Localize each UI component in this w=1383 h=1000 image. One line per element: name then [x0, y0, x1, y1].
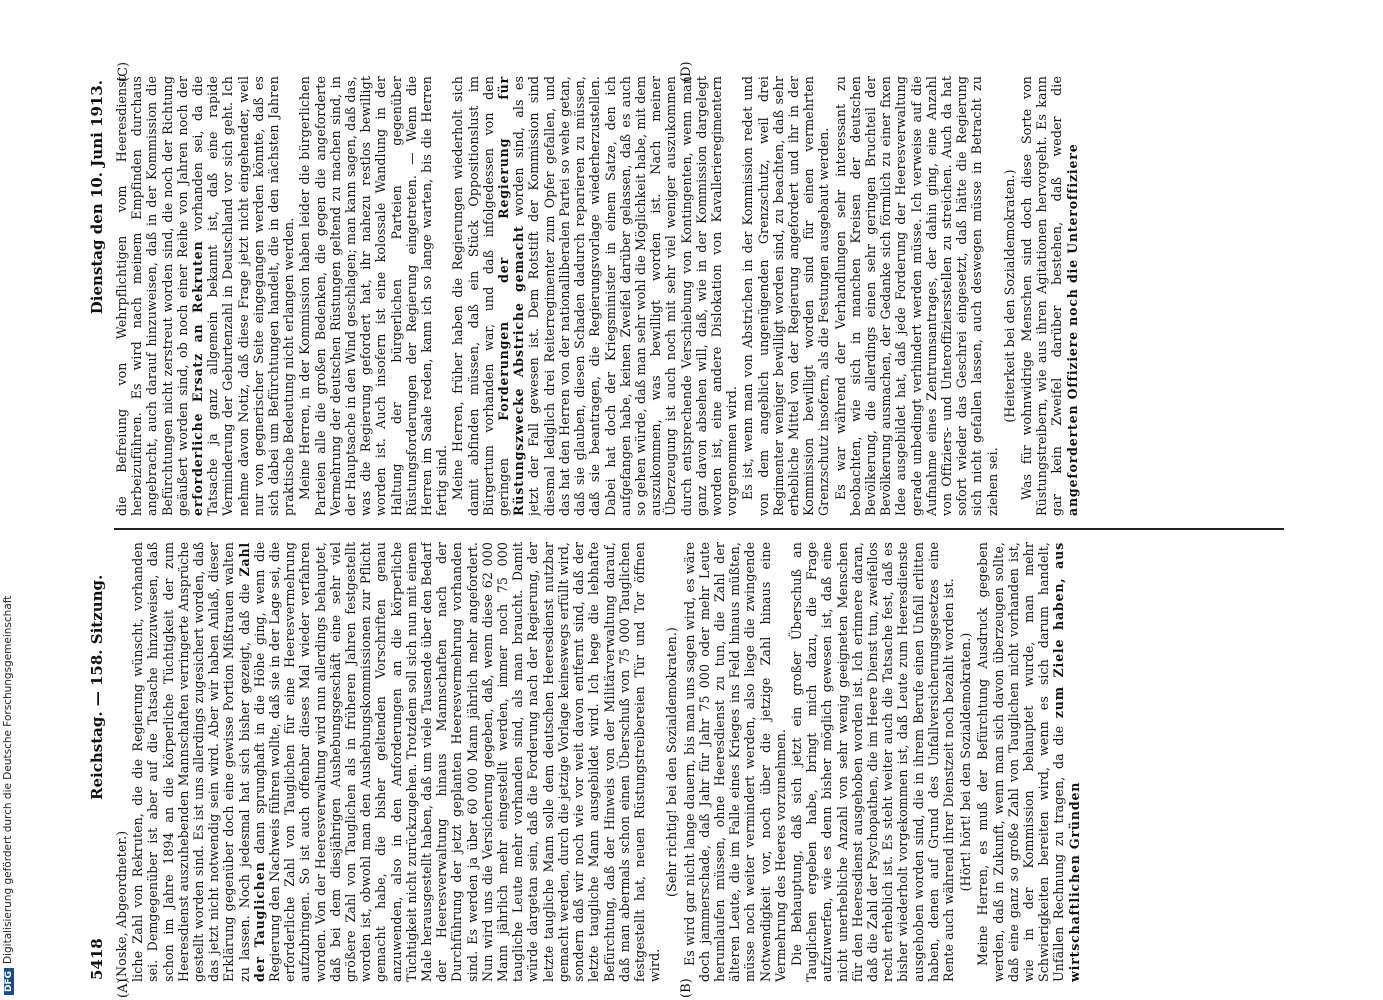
- paragraph-text: die Befreiung von Wehrpflichtigen vom Heeresdienst herbeizuführen. Es wird nach meinem Empfinden durchaus angebracht, auch darauf hinzuweisen, daß in der Kommission die Befürchtungen nicht zerstreut worden sind, die noch der Richtung geäußert worden sind, ob noch einer Reihe von Jahren noch der: [114, 76, 190, 516]
- paragraph: Die Behauptung, daß sich jetzt ein großer Überschuß an Tauglichen ergeben habe, bringt mich dazu, die Frage aufzuwerfen, wie es denn bisher möglich gewesen ist, daß eine nicht unerhebliche Anzahl von sehr wenig geeigneten Menschen für den Heeresdienst ausgehoben worden ist. Ich erinnere daran, daß die Zahl der Psychopathen, die im Heere Dienst tun, zweifellos recht erheblich ist. Es steht weiter auch die Tatsache fest, daß es bisher wiederholt vorgekommen ist, daß Leute zum Heeresdienste ausgehoben worden sind, die in ihrem Berufe einen Unfall erlitten haben, denen auf Grund des Unfallversicherungsgesetzes eine Rente auch während ihrer Dienstzeit noch bezahlt worden ist.: [788, 542, 956, 982]
- paragraph: Es wird gar nicht lange dauern, bis man uns sagen wird, es wäre doch jammerschade, daß Jahr für Jahr 75 000 oder mehr Leute herumlaufen müssen, ohne Heeresdienst zu tun, die Zahl der älteren Leute, die im Falle eines Krieges ins Feld hinaus müßten, müsse noch weiter vermindert werden, also liege die zwingende Notwendigkeit vor, noch über die jetzige Zahl hinaus eine Vermehrung des Heeres vorzunehmen.: [681, 542, 788, 982]
- rotated-newspaper-page: [84, 60, 1296, 1000]
- paragraph: Meine Herren, in der Kommission haben leider die bürgerlichen Parteien alle die großen Bedenken, die gegen die angeforderte Vermehrung der deutschen Rüstungen geltend zu machen sind, in der Hauptsache in den Wind geschlagen; man kann sagen, daß das, was die Regierung gefordert hat, ihr nahezu restlos bewilligt worden ist. Auch insofern ist eine kolossale Wandlung in der Haltung der bürgerlichen Parteien gegenüber Rüstungsforderungen der Regierung eingetreten. — Wenn die Herren im Saale reden, kann ich so lange warten, bis die Herren fertig sind.: [297, 76, 450, 516]
- paragraph-text: worden sind, als es jetzt der Fall gewesen ist. Dem Rotstift der Kommission sind diesmal lediglich drei Reiterregimenter zum Opfer gefallen, und das hat den Herren von der nationalliberalen Partei so wehe getan, daß sie glauben, diesen Schaden dadurch reparieren zu müssen, daß sie beantragen, die Regierungsvorlage wiederherzustellen. Dabei hat doch der Kriegsminister in einem Satze, den ich aufgefangen habe, keinen Zweifel darüber gelassen, daß es auch so gehen würde, daß man sehr wohl die Möglichkeit habe, mit dem auszukommen, was bewilligt worden ist. Nach meiner Überzeugung ist auch noch mit sehr viel weniger auszukommen durch entsprechende Verschiebung von Kontingenten, wenn man ganz davon absehen will, daß, wie in der Kommission dargelegt worden ist, eine andere Dislokation von Kavallerieregimentern vorgenommen wird.: [511, 76, 740, 516]
- left-column: [114, 542, 1289, 982]
- paragraph: [114, 76, 296, 516]
- interjection: (Heiterkeit bei den Sozialdemokraten.): [1001, 169, 1017, 423]
- dfg-logo: DFG: [4, 968, 14, 995]
- paragraph: [450, 76, 739, 516]
- digitization-credit: [2, 0, 16, 1000]
- paragraph-text: Was für wohnwidrige Menschen sind doch diese Sorte von Rüstungstreibern, wie aus ihren Agitationen hervorgeht. Es kann gar kein Zweifel darüber bestehen, daß weder die: [1018, 76, 1065, 516]
- paragraph-text: Meine Herren, es muß der Befürchtung Ausdruck gegeben werden, daß in Zukunft, wenn man sich davon überzeugen sollte, daß eine ganz so große Zahl von Tauglichen nicht vorhanden ist, wie in der Kommission behauptet wurde, man mehr Schwierigkeiten bereiten wird, wenn es sich darum handelt, Unfällen Rechnung zu tragen, da die: [975, 542, 1067, 982]
- page-number: 5418: [88, 938, 106, 980]
- speaker-name: (Noske, Abgeordneter.): [114, 830, 129, 982]
- credit-text: Digitalisierung gefördert durch die Deutsche Forschungsgemeinschaft: [2, 595, 14, 964]
- emphasis-text: zum Ziele haben, aus wirtschaftlichen Gründen: [1051, 542, 1082, 982]
- margin-letter-c: (C): [116, 61, 131, 82]
- session-date: Dienstag den 10. Juni 1913.: [88, 80, 106, 315]
- interjection: (Hört! hört! bei den Sozialdemokraten.): [958, 632, 974, 892]
- right-column: [114, 76, 1289, 516]
- emphasis-text: Forderungen der Regierung für Rüstungszwecke Abstriche gemacht: [496, 76, 527, 516]
- paragraph: [130, 542, 662, 982]
- paragraph: [975, 542, 1081, 982]
- margin-letter-d: (D): [679, 61, 694, 82]
- interjection: (Sehr richtig! bei den Sozialdemokraten.): [664, 627, 680, 897]
- paragraph-text: Meine Herren, früher haben die Regierungen wiederholt sich damit abfinden müssen, daß ein Stück Oppositionslust im Bürgertum vorhanden war, und daß infolgedessen von den geringen: [450, 76, 512, 516]
- emphasis-text: Zahl der Tauglichen: [236, 542, 267, 982]
- paragraph: Es ist, wenn man von Abstrichen in der Kommission redet und von dem angeblich ungenügenden Grenzschutz, weil drei Regimenter weniger bewilligt worden sind, zu beachten, daß sehr erhebliche Mittel von der Regierung angefordert und ihr in der Kommission bewilligt worden sind für einen vermehrten Grenzschutz insofern, als die Festungen ausgebaut werden.: [740, 76, 832, 516]
- column-divider: [114, 528, 1284, 530]
- margin-letter-b: (B): [679, 978, 694, 998]
- paragraph: Es war während der Verhandlungen sehr interessant zu beobachten, wie sich in manchen Kreisen der deutschen Bevölkerung, die allerdings einen sehr geringen Bruchteil der Bevölkerung ausmachen, der Gedanke sich förmlich zu einer fixen Idee ausgebildet hat, daß jede Forderung der Heeresverwaltung gerade unbedingt verhindert werden müsse. Ich verweise auf die Aufnahme eines Zentrumsantrages, der dahin ging, eine Anzahl von Offiziers- und Unteroffiziersstellen zu streichen. Auch da hat sofort wieder das Geschrei eingesetzt, daß hätte die Regierung sich nicht gefallen lassen, auch deswegen müsse in Betracht zu ziehen sei.: [832, 76, 1000, 516]
- paragraph: [1019, 76, 1080, 516]
- margin-letter-a: (A): [116, 978, 131, 998]
- speaker-label: [114, 542, 129, 982]
- paragraph-text: liche Zahl von Rekruten, die die Regierung wünscht, vorhanden sei. Demgegenüber ist aber auf die Tatsache hinzuweisen, daß schon im Jahre 1894 an die körperliche Tüchtigkeit der zum Heeresdienst auszuhebenden Mannschaften verringerte Ansprüche gestellt worden sind. Es ist uns allerdings zugesichert worden, daß das jetzt nicht notwendig sein wird. Aber wir haben Anlaß, dieser Erklärung gegenüber doch eine gewisse Portion Mißtrauen walten zu lassen. Noch jedesmal hat sich bisher gezeigt, daß die: [130, 542, 252, 982]
- paragraph-text: dann sprunghaft in die Höhe ging, wenn die Regierung den Nachweis führen wollte, daß sie in der Lage sei, die erforderliche Zahl von Tauglichen für eine Heeresvermehrung aufzubringen. So ist auch offenbar dieses Mal wieder verfahren worden. Von der Heeresverwaltung wird nun allerdings behauptet, daß bei dem diesjährigen Aushebungsgeschäft eine sehr viel größere Zahl von Tauglichen als in früheren Jahren festgestellt worden ist, obwohl man den Aushebungskommissionen zur Pflicht gemacht habe, die bisher geltenden Vorschriften genau anzuwenden, also in den Anforderungen an die körperliche Tüchtigkeit nicht zurückzugehen. Trotzdem soll sich nun mit einem Male herausgestellt haben, daß um viele Tausende über den Bedarf der Heeresverwaltung hinaus Mannschaften nach der Durchführung der jetzt geplanten Heeresvermehrung vorhanden sind. Es werden ja über 60 000 Mann jährlich mehr angefordert. Nun wird uns die Versicherung gegeben, daß, wenn diese 62 000 Mann jährlich mehr eingestellt werden, immer noch 75 000 taugliche Leute mehr vorhanden sind, als man braucht. Damit würde dargetan sein, daß die Forderung nach der Regierung, der letzte taugliche Mann solle dem deutschen Heeresdienst nutzbar gemacht werden, durch die jetzige Vorlage keineswegs erfüllt wird, sondern daß wir noch wie vor weit davon entfernt sind, daß der letzte taugliche Mann ausgebildet wird. Ich hege die lebhafte Befürchtung, daß der Hinweis von der Militärverwaltung darauf, daß man abermals schon einen Überschuß von 75 000 Tauglichen festgestellt hat, neuen Rüstungstreibereien Tür und Tor öffnen wird.: [251, 542, 663, 982]
- emphasis-text: angeforderten Offiziere noch die Unteroffiziere: [1064, 143, 1080, 516]
- session-title: Reichstag. — 158. Sitzung.: [88, 574, 106, 800]
- page-header: [88, 80, 114, 980]
- emphasis-text: erforderliche Ersatz an Rekruten: [190, 240, 206, 516]
- paragraph-text: vorhanden sei, da die Tatsache ja ganz allgemein bekannt ist, daß eine rapide Verminderung der Geburtenzahl in Deutschland vor sich geht. Ich nehme davon Notiz, daß diese Frage jetzt nicht eingehender, weil nur von gegnerischer Seite eingegangen werden könnte, daß es sich dabei um Befürchtungen handelt, die in den nächsten Jahren praktische Bedeutung nicht erlangen werden.: [190, 76, 297, 516]
